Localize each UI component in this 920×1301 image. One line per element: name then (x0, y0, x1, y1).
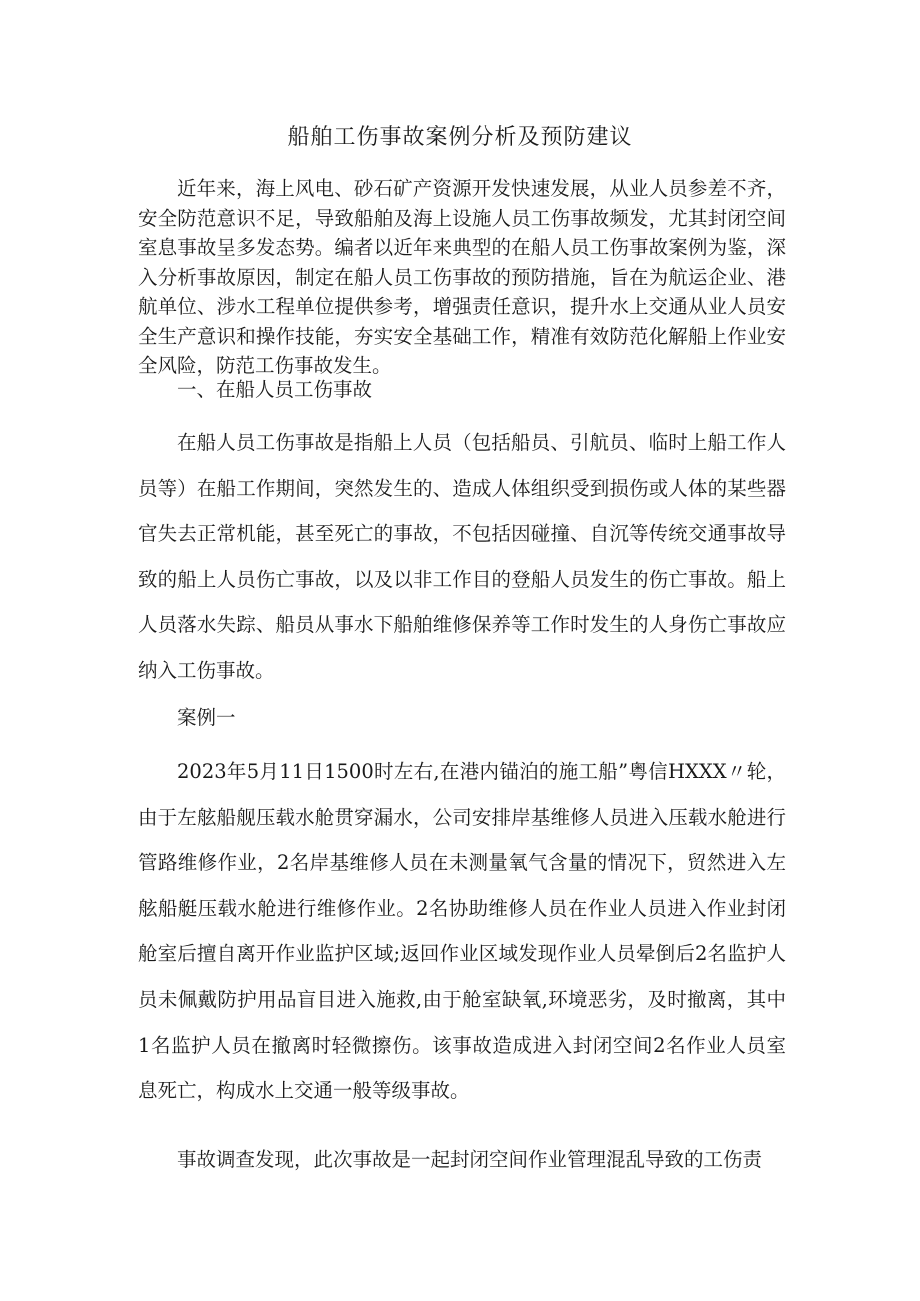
case-label: 案例一 (177, 706, 236, 729)
section-heading: 一、在船人员工伤事故 (177, 378, 373, 401)
definition-paragraph: 在船人员工伤事故是指船上人员（包括船员、引航员、临时上船工作人员等）在船工作期间，突然发生的、造成人体组织受到损伤或人体的某些器官失去正常机能，甚至死亡的事故，不包括因碰撞、自沉等传统交通事故导致的船上人员伤亡事故，以及以非工作目的登船人员发生的伤亡事故。船上人员落水失踪、船员从事水下船舶维修保养等工作时发生的人身伤亡事故应纳入工伤事故。 (138, 431, 786, 682)
intro-paragraph: 近年来，海上风电、砂石矿产资源开发快速发展，从业人员参差不齐，安全防范意识不足，导致船舶及海上设施人员工伤事故频发，尤其封闭空间室息事故呈多发态势。编者以近年来典型的在船人员工伤事故案例为鉴，深入分析事故原因，制定在船人员工伤事故的预防措施，旨在为航运企业、港航单位、涉水工程单位提供参考，增强责任意识，提升水上交通从业人员安全生产意识和操作技能，夯实安全基础工作，精准有效防范化解船上作业安全风险，防范工伤事故发生。 (138, 177, 786, 377)
case-paragraph: 2023年5月11日1500时左右,在港内锚泊的施工船”粤信HXXX〃轮，由于左舷船舰压载水舱贯穿漏水，公司安排岸基维修人员进入压载水舱进行管路维修作业，2名岸基维修人员在未测量氧气含量的情况下，贸然进入左舷船艇压载水舱进行维修作业。2名协助维修人员在作业人员进入作业封闭舱室后擅自离开作业监护区域;返回作业区域发现作业人员晕倒后2名监护人员未佩戴防护用品盲目进入施救,由于舱室缺氧,环境恶劣，及时撤离，其中1名监护人员在撤离时轻微擦伤。该事故造成进入封闭空间2名作业人员室息死亡，构成水上交通一般等级事故。 (138, 760, 786, 1103)
document-title: 船舶工伤事故案例分析及预防建议 (287, 125, 633, 150)
finding-paragraph: 事故调查发现，此次事故是一起封闭空间作业管理混乱导致的工伤责 (177, 1148, 763, 1171)
